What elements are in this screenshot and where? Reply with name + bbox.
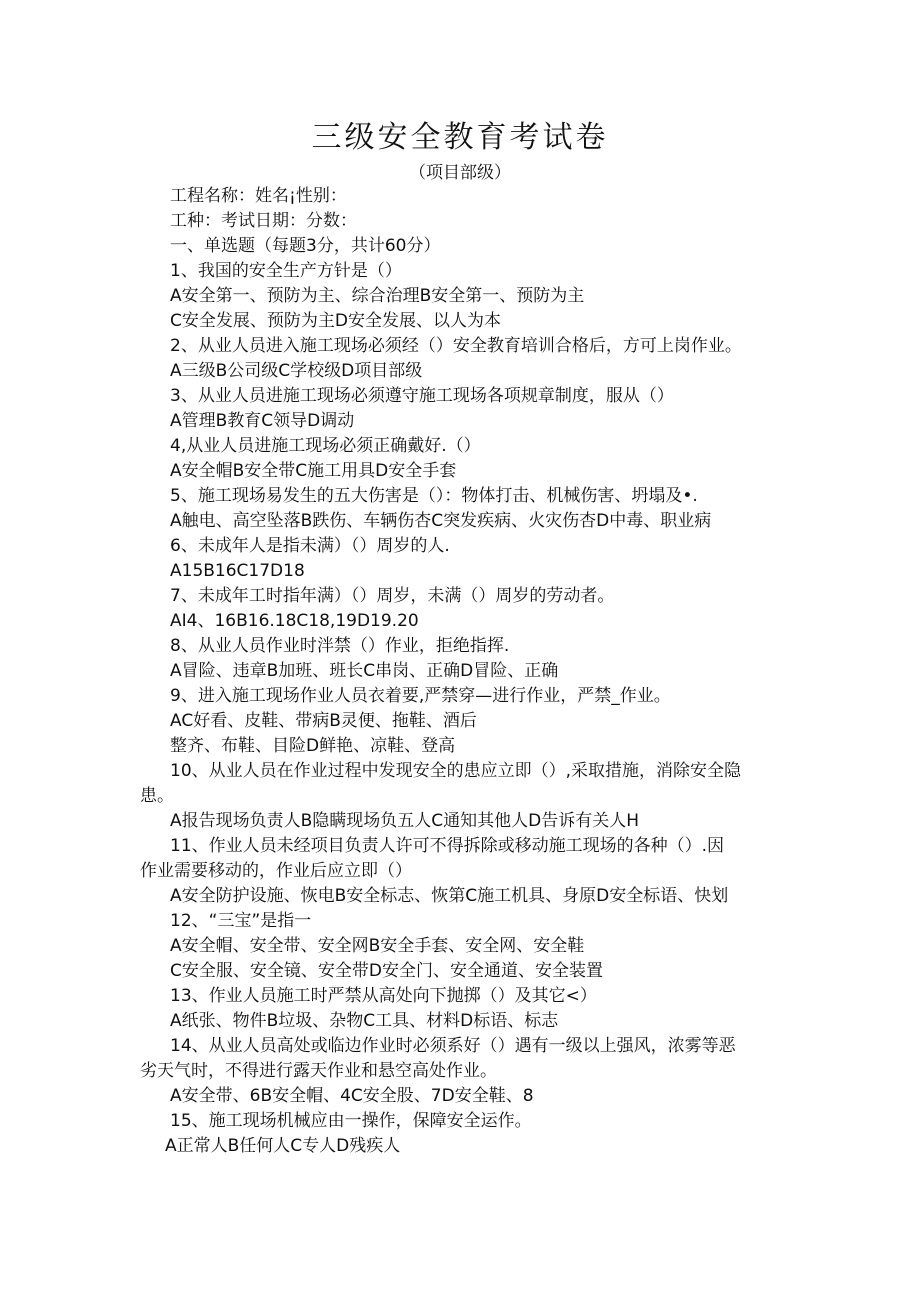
header-line: 工种：考试日期：分数： xyxy=(170,211,357,231)
question-line: 13、作业人员施工时严禁从高处向下抛掷（）及其它<） xyxy=(170,986,597,1006)
option-line: A安全帽、安全带、安全网B安全手套、安全网、安全鞋 xyxy=(170,936,585,956)
option-line: 整齐、布鞋、目险D鲜艳、凉鞋、登高 xyxy=(170,736,456,756)
option-line: A15B16C17D18 xyxy=(170,561,305,581)
question-line: 6、未成年人是指未满）（）周岁的人. xyxy=(170,536,450,556)
question-line: 10、从业人员在作业过程中发现安全的患应立即（）,采取措施，消除安全隐 xyxy=(170,761,742,781)
option-line: A报告现场负责人B隐瞒现场负五人C通知其他人D告诉有关人H xyxy=(170,811,640,831)
question-line-continued: 作业需要移动的，作业后应立即（） xyxy=(140,861,412,881)
option-line: A正常人B任何人C专人D残疾人 xyxy=(165,1136,401,1156)
question-line-continued: 患。 xyxy=(140,786,174,806)
section-heading: 一、单选题（每题3分，共计60分） xyxy=(170,236,441,256)
option-line: A纸张、物件B垃圾、杂物C工具、材料D标语、标志 xyxy=(170,1011,559,1031)
question-line: 8、从业人员作业时泮禁（）作业，拒绝指挥. xyxy=(170,636,510,656)
question-line: 5、施工现场易发生的五大伤害是（）：物体打击、机械伤害、坍塌及•. xyxy=(170,486,698,506)
question-line: 15、施工现场机械应由一操作，保障安全运作。 xyxy=(170,1111,532,1131)
question-line: 1、我国的安全生产方针是（） xyxy=(170,261,402,281)
question-line: 14、从业人员高处或临边作业时必须系好（）遇有一级以上强风，浓雾等恶 xyxy=(170,1036,736,1056)
question-line: 12、“三宝”是指一 xyxy=(170,911,312,931)
header-line: 工程名称：姓名¡性别： xyxy=(170,186,347,206)
option-line: A触电、高空坠落B跌伤、车辆伤杏C突发疾病、火灾伤杏D中毒、职业病 xyxy=(170,511,712,531)
page-subtitle: （项目部级） xyxy=(409,163,511,183)
option-line: A安全帽B安全带C施工用具D安全手套 xyxy=(170,461,457,481)
question-line: 3、从业人员进施工现场必须遵守施工现场各项规章制度，服从（） xyxy=(170,386,674,406)
question-line: 9、进入施工现场作业人员衣着要,严禁穿—进行作业，严禁_作业。 xyxy=(170,686,671,706)
page-title: 三级安全教育考试卷 xyxy=(311,120,609,155)
option-line: A安全第一、预防为主、综合治理B安全第一、预防为主 xyxy=(170,286,585,306)
option-line: AC好看、皮鞋、带病B灵便、拖鞋、酒后 xyxy=(170,711,477,731)
question-line: 11、作业人员未经项目负责人许可不得拆除或移动施工现场的各种（）.因 xyxy=(170,836,725,856)
question-line-continued: 劣天气时，不得进行露天作业和悬空高处作业。 xyxy=(140,1061,497,1081)
option-line: A安全带、6B安全帽、4C安全股、7D安全鞋、8 xyxy=(170,1086,534,1106)
question-line: 7、未成年工时指年满）（）周岁，未满（）周岁的劳动者。 xyxy=(170,586,615,606)
question-line: 4,从业人员进施工现场必须正确戴好.（） xyxy=(170,436,481,456)
option-line: C安全发展、预防为主D安全发展、以人为本 xyxy=(170,311,501,331)
option-line: A三级B公司级C学校级D项目部级 xyxy=(170,361,423,381)
option-line: A安全防护设施、恢电B安全标志、恢第C施工机具、身原D安全标语、快划 xyxy=(170,886,729,906)
option-line: AI4、16B16.18C18,19D19.20 xyxy=(170,611,419,631)
option-line: C安全服、安全镜、安全带D安全门、安全通道、安全装置 xyxy=(170,961,603,981)
option-line: A冒险、违章B加班、班长C串岗、正确D冒险、正确 xyxy=(170,661,559,681)
option-line: A管理B教育C领导D调动 xyxy=(170,411,355,431)
question-line: 2、从业人员进入施工现场必须经（）安全教育培训合格后，方可上岗作业。 xyxy=(170,336,742,356)
